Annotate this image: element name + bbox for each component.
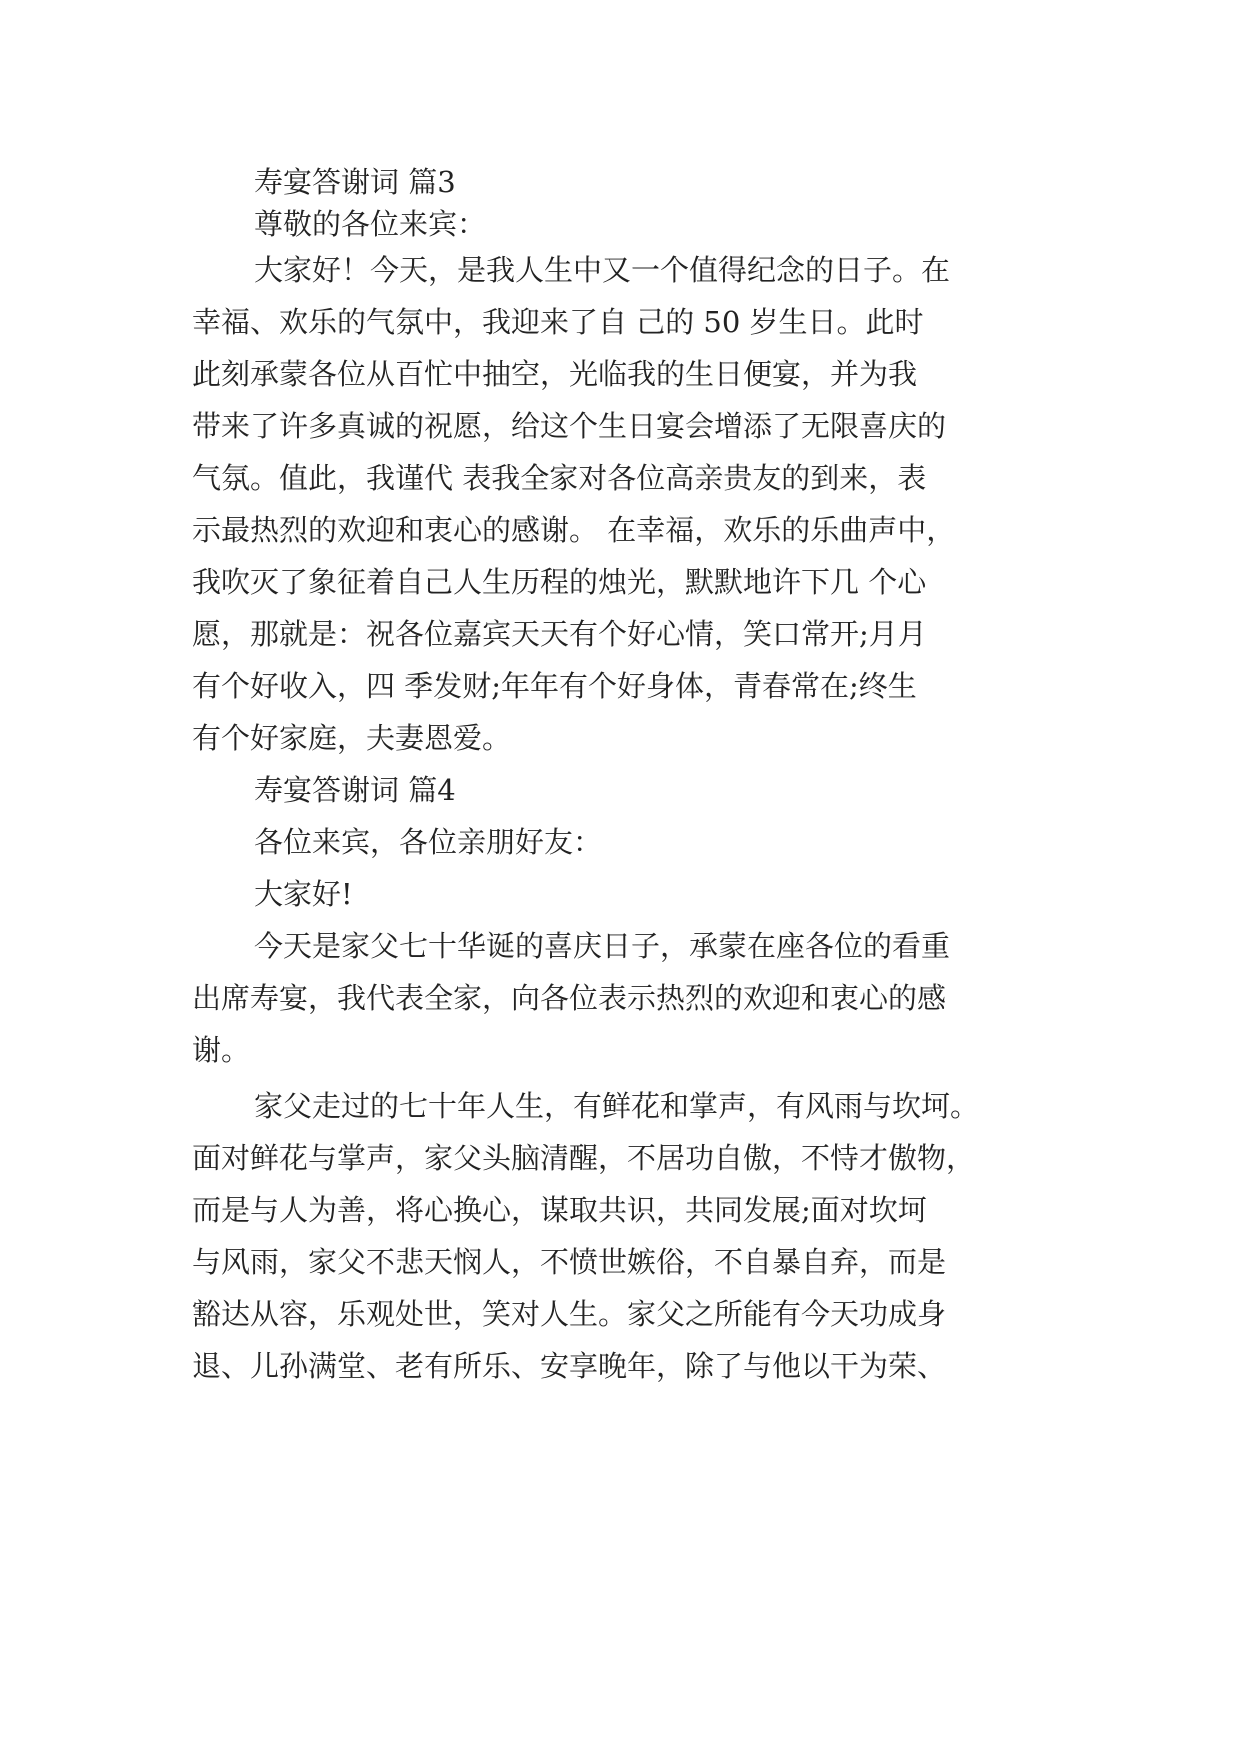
paragraph-line: 愿，那就是：祝各位嘉宾天天有个好心情，笑口常开;月月	[192, 617, 927, 651]
salutation: 尊敬的各位来宾：	[254, 207, 487, 241]
paragraph-line: 而是与人为善，将心换心，谋取共识，共同发展;面对坎坷	[192, 1193, 927, 1227]
salutation: 各位来宾，各位亲朋好友：	[254, 825, 603, 859]
paragraph-line: 带来了许多真诚的祝愿，给这个生日宴会增添了无限喜庆的	[192, 409, 947, 443]
paragraph-line: 我吹灭了象征着自己人生历程的烛光，默默地许下几 个心	[192, 565, 927, 599]
paragraph-line: 气氛。值此，我谨代 表我全家对各位高亲贵友的到来，表	[192, 461, 927, 495]
greeting: 大家好!	[254, 877, 353, 911]
paragraph-line: 出席寿宴，我代表全家，向各位表示热烈的欢迎和衷心的感	[192, 981, 947, 1015]
paragraph-line: 家父走过的七十年人生，有鲜花和掌声，有风雨与坎坷。	[254, 1089, 980, 1123]
paragraph-line: 面对鲜花与掌声，家父头脑清醒，不居功自傲，不恃才傲物，	[192, 1141, 976, 1175]
paragraph-line: 有个好家庭，夫妻恩爱。	[192, 721, 512, 755]
paragraph-line: 示最热烈的欢迎和衷心的感谢。 在幸福，欢乐的乐曲声中，	[192, 513, 956, 547]
paragraph-line: 谢。	[192, 1033, 251, 1067]
paragraph-line: 退、儿孙满堂、老有所乐、安享晚年，除了与他以干为荣、	[192, 1349, 947, 1383]
paragraph-line: 幸福、欢乐的气氛中，我迎来了自 己的 50 岁生日。此时	[192, 305, 924, 339]
paragraph-line: 豁达从容，乐观处世，笑对人生。家父之所能有今天功成身	[192, 1297, 947, 1331]
paragraph-line: 有个好收入，四 季发财;年年有个好身体，青春常在;终生	[192, 669, 917, 703]
paragraph-line: 此刻承蒙各位从百忙中抽空，光临我的生日便宴，并为我	[192, 357, 918, 391]
paragraph-line: 与风雨，家父不悲天悯人，不愤世嫉俗，不自暴自弃，而是	[192, 1245, 947, 1279]
section-heading-4: 寿宴答谢词 篇4	[254, 773, 456, 807]
section-heading-3: 寿宴答谢词 篇3	[254, 165, 456, 199]
paragraph-line: 大家好！今天，是我人生中又一个值得纪念的日子。在	[254, 253, 951, 287]
paragraph-line: 今天是家父七十华诞的喜庆日子，承蒙在座各位的看重	[254, 929, 951, 963]
